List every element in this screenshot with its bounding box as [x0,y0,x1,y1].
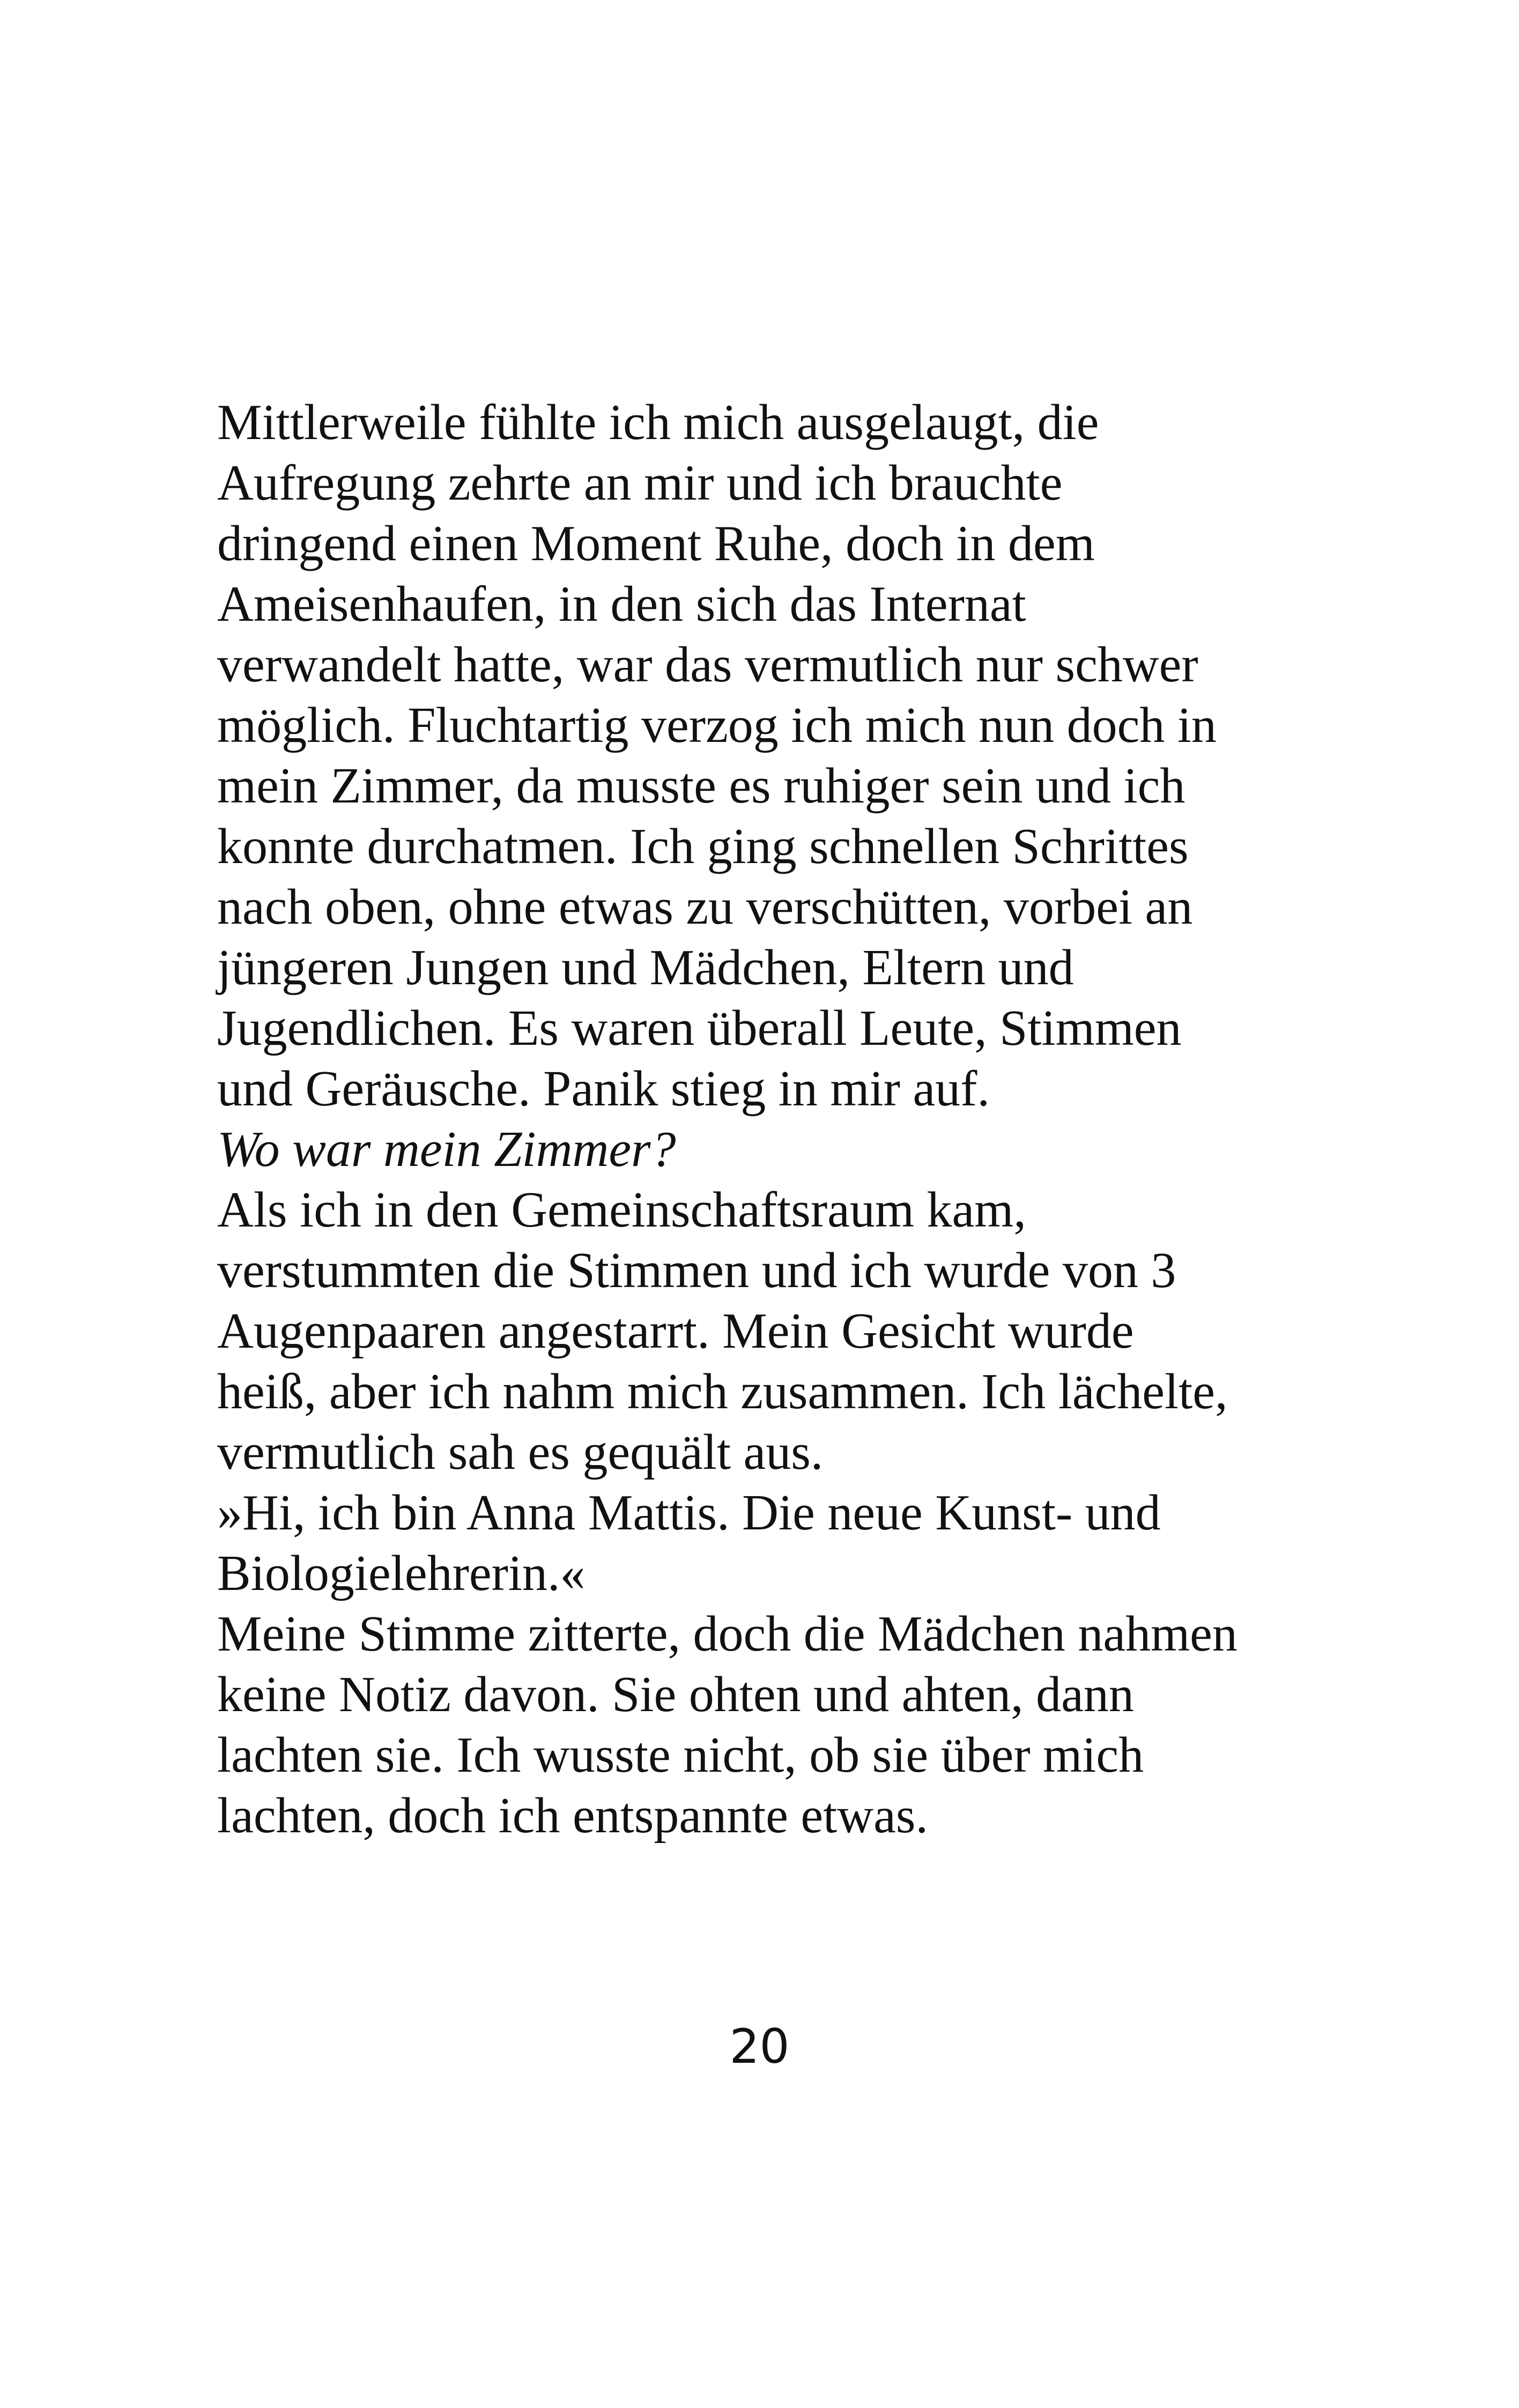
text-line: heiß, aber ich nahm mich zusammen. Ich lächelte, [217,1364,1228,1419]
text-line: lachten, doch ich entspannte etwas. [217,1788,928,1844]
text-line: lachten sie. Ich wusste nicht, ob sie über mich [217,1727,1144,1783]
text-line: mein Zimmer, da musste es ruhiger sein und ich [217,758,1185,814]
text-line: dringend einen Moment Ruhe, doch in dem [217,516,1095,571]
text-line: möglich. Fluchtartig verzog ich mich nun doch in [217,697,1217,753]
dialogue-line: »Hi, ich bin Anna Mattis. Die neue Kunst- und [217,1485,1161,1541]
text-line: Meine Stimme zitterte, doch die Mädchen nahmen [217,1606,1238,1662]
page-number: 20 [729,2019,790,2074]
text-line: Augenpaaren angestarrt. Mein Gesicht wurde [217,1303,1134,1359]
text-line: und Geräusche. Panik stieg in mir auf. [217,1061,990,1117]
text-line: konnte durchatmen. Ich ging schnellen Schrittes [217,819,1189,874]
dialogue-line: Biologielehrerin.« [217,1545,586,1601]
text-line: nach oben, ohne etwas zu verschütten, vorbei an [217,879,1193,935]
text-line: Jugendlichen. Es waren überall Leute, Stimmen [217,1000,1182,1056]
body-text [217,392,1343,1846]
text-line: Mittlerweile fühlte ich mich ausgelaugt, die [217,395,1099,450]
text-line: verwandelt hatte, war das vermutlich nur schwer [217,637,1198,693]
text-line: jüngeren Jungen und Mädchen, Eltern und [217,940,1074,995]
text-line: Aufregung zehrte an mir und ich brauchte [217,455,1063,511]
text-line: Als ich in den Gemeinschaftsraum kam, [217,1182,1026,1238]
text-line: Ameisenhaufen, in den sich das Internat [217,576,1026,632]
text-line: vermutlich sah es gequält aus. [217,1424,824,1480]
text-line: verstummten die Stimmen und ich wurde von 3 [217,1243,1176,1298]
text-line: keine Notiz davon. Sie ohten und ahten, dann [217,1667,1134,1722]
italic-thought-line: Wo war mein Zimmer? [217,1121,676,1177]
